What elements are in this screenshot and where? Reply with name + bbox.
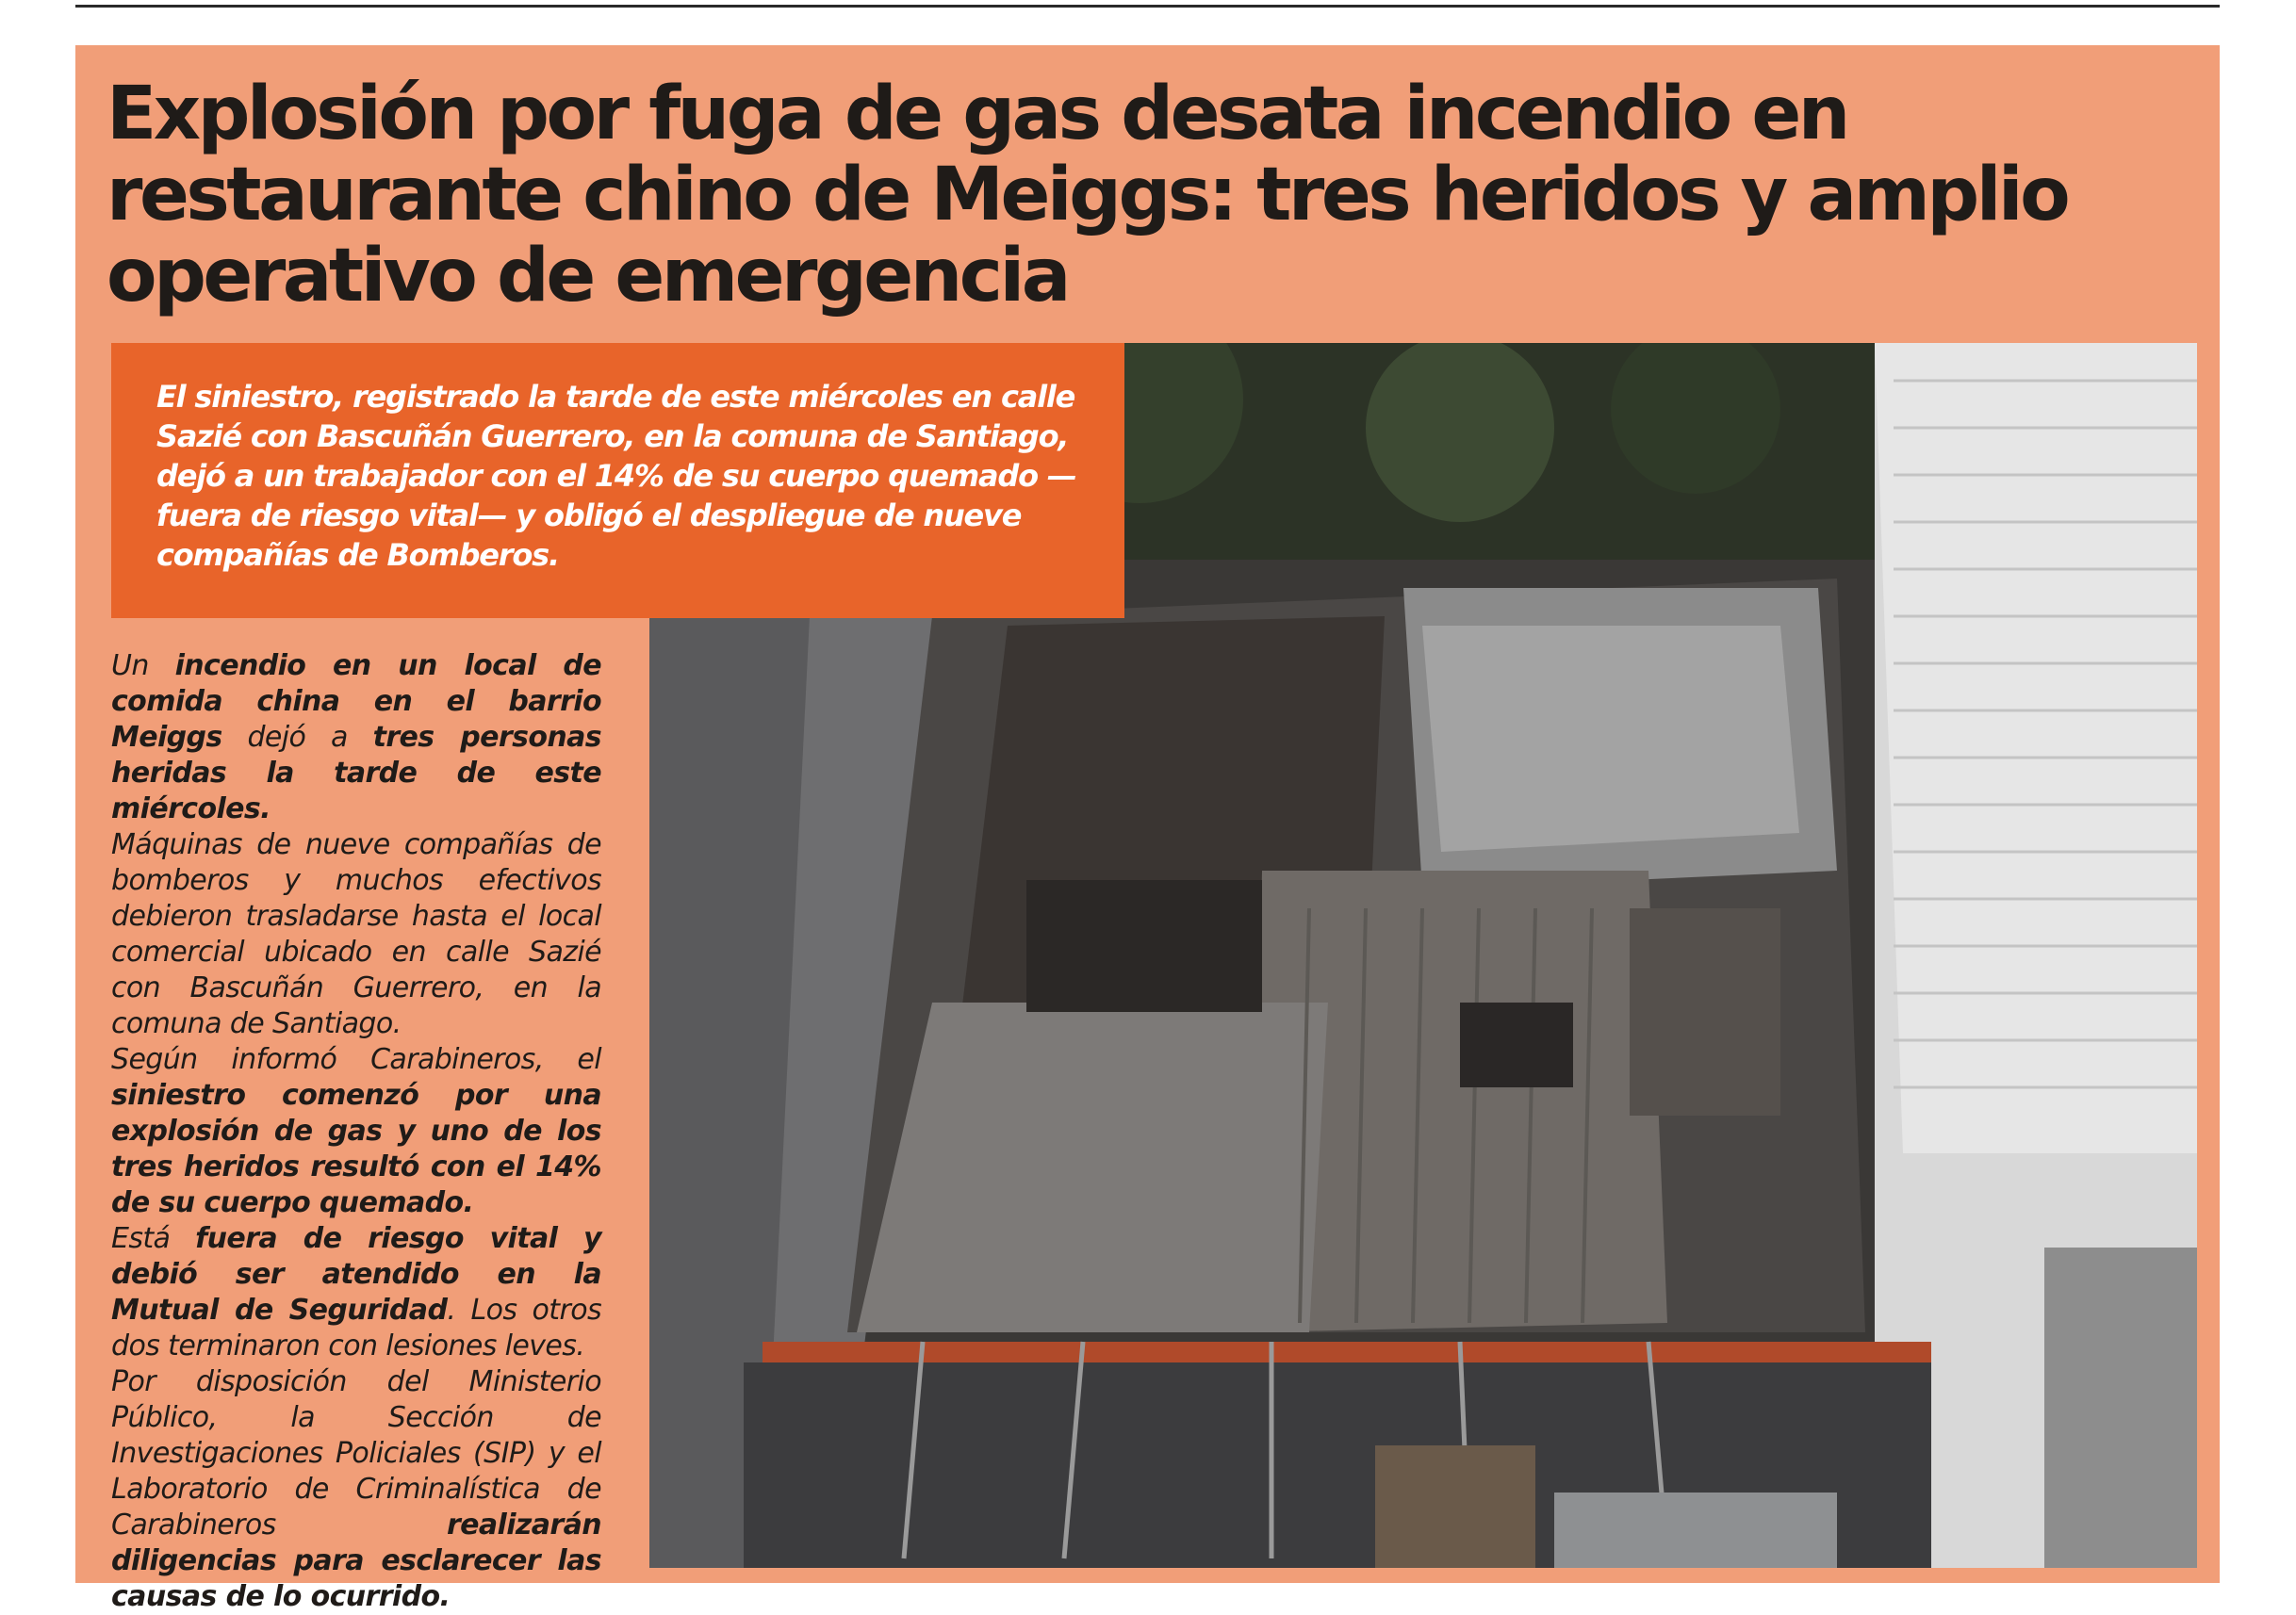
body-bold-text: fuera de riesgo vital y debió ser atendido en la Mutual de Seguridad (111, 1222, 601, 1327)
body-text: Según informó Carabineros, el (111, 1043, 601, 1076)
body-paragraph-5 (111, 1364, 601, 1615)
body-bold-text: realizarán diligencias para esclarecer las causas de lo ocurrido. (111, 1509, 601, 1613)
body-paragraph-4 (111, 1221, 601, 1364)
body-text: Máquinas de nueve compañías de bomberos y muchos efectivos debieron trasladarse hasta el local comercial ubicado en calle Sazié con Bascuñán Guerrero, en la comuna de Santiago. (111, 828, 601, 1040)
body-bold-text: tres personas heridas la tarde de este miércoles. (111, 721, 601, 825)
body-text: Un (111, 649, 175, 682)
top-rule (75, 5, 2220, 8)
lead-text: El siniestro, registrado la tarde de este miércoles en calle Sazié con Bascuñán Guerrero, en la comuna de Santiago, dejó a un trabajador con el 14% de su cuerpo quemado —fuera de riesgo vital— y obligó el despliegue de nueve compañías de Bomberos. (156, 379, 1076, 573)
body-paragraph-1 (111, 648, 601, 827)
body-paragraph-3 (111, 1042, 601, 1221)
article-panel (75, 45, 2220, 1613)
body-bold-text: incendio en un local de comida china en el barrio Meiggs (111, 649, 601, 754)
body-bold-text: siniestro comenzó por una explosión de gas y uno de los tres heridos resultó con el 14% de su cuerpo quemado. (111, 1079, 601, 1219)
body-text: Está (111, 1222, 196, 1255)
headline: Explosión por fuga de gas desata incendio en restaurante chino de Meiggs: tres heridos y amplio operativo de emergencia (107, 72, 2068, 318)
body-text: dejó a (221, 721, 373, 754)
article-body (111, 648, 601, 1615)
body-text: Por disposición del Ministerio Público, la Sección de Investigaciones Policiales (SIP) y el Laboratorio de Criminalística de Carabineros (111, 1365, 601, 1542)
body-paragraph-2 (111, 827, 601, 1042)
lead-box (111, 343, 1124, 618)
body-text: . Los otros dos terminaron con lesiones leves. (111, 1294, 601, 1362)
